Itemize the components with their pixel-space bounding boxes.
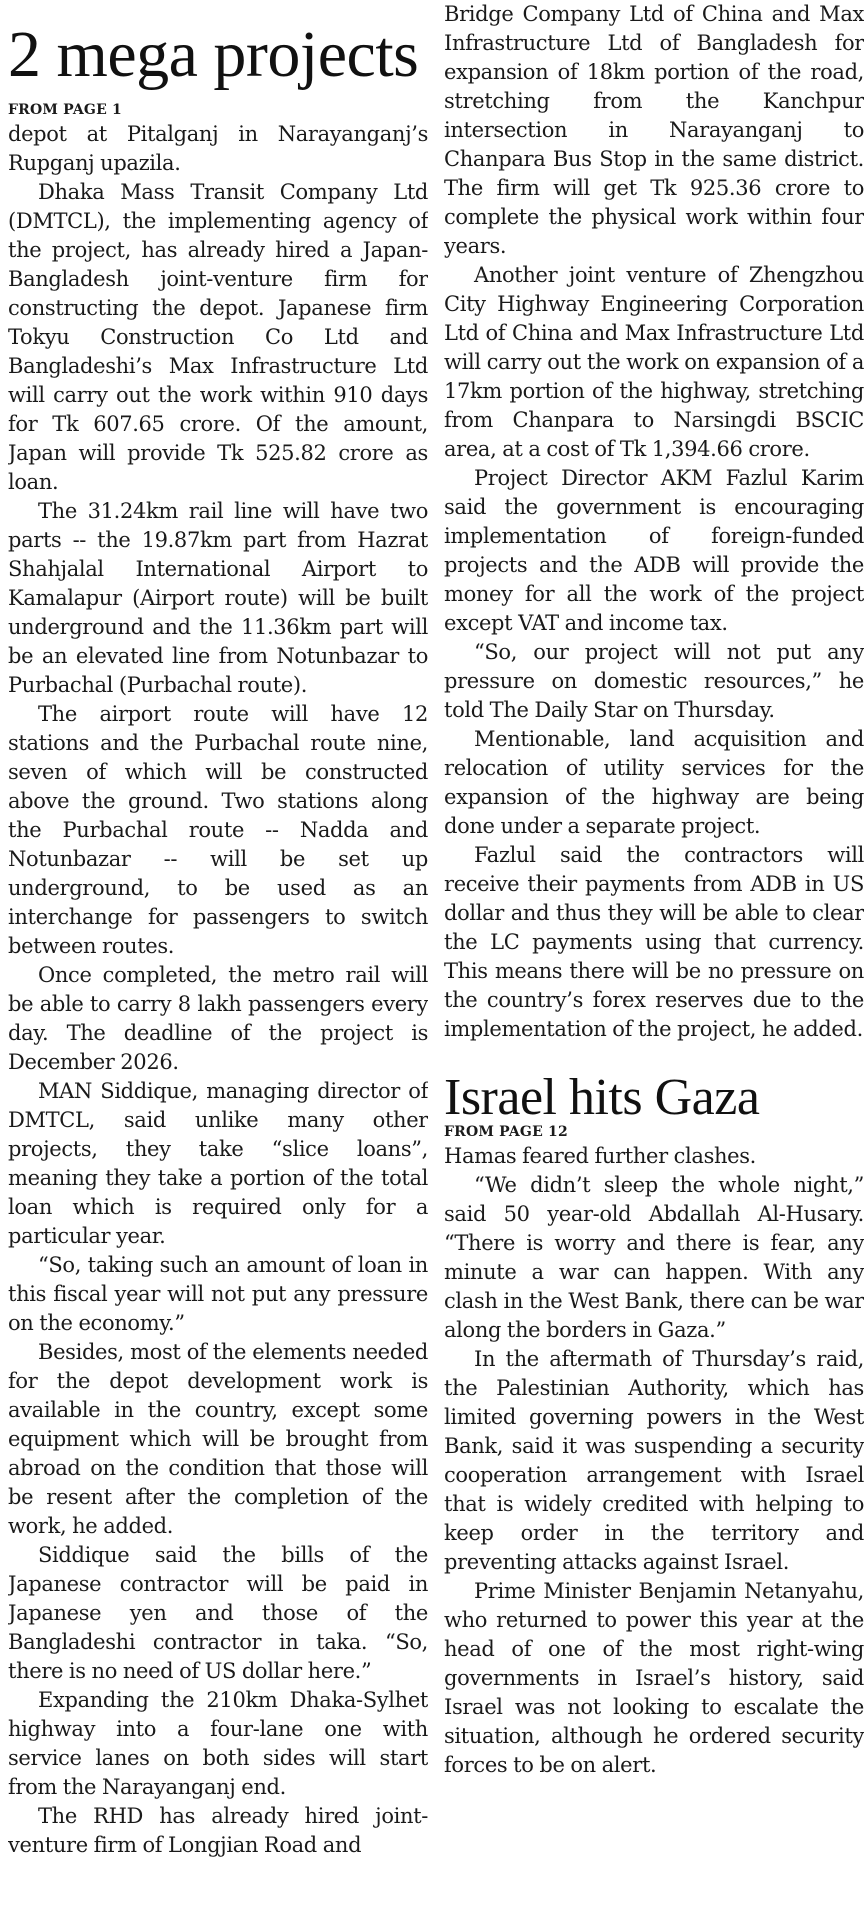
paragraph: Siddique said the bills of the Japanese contractor will be paid in Japanese yen and those of the Bangladeshi contractor in taka. “So, there is no need of US dollar here.” — [8, 1543, 428, 1683]
paragraph: The airport route will have 12 stations and the Purbachal route nine, seven of which will be constructed above the ground. Two stations along the Purbachal route -- Nadda and Notunbazar -- will be set up underground, to be used as an interchange for passengers to switch between routes. — [8, 702, 428, 958]
article-body-left — [8, 120, 428, 1860]
article-headline-israel-hits-gaza: Israel hits Gaza — [444, 1069, 760, 1126]
article-body-gaza — [444, 1142, 864, 1780]
paragraph: depot at Pitalganj in Narayanganj’s Rupganj upazila. — [8, 122, 428, 175]
right-column — [444, 0, 864, 1924]
left-column — [8, 0, 428, 1924]
paragraph: “So, taking such an amount of loan in this fiscal year will not put any pressure on the economy.” — [8, 1253, 428, 1335]
paragraph: In the aftermath of Thursday’s raid, the Palestinian Authority, which has limited governing powers in the West Bank, said it was suspending a security cooperation arrangement with Israel that is widely credited with helping to keep order in the territory and preventing attacks against Israel. — [444, 1347, 864, 1574]
paragraph: Project Director AKM Fazlul Karim said the government is encouraging implementation of foreign-funded projects and the ADB will provide the money for all the work of the project except VAT and income tax. — [444, 466, 864, 635]
paragraph: Besides, most of the elements needed for the depot development work is available in the country, except some equipment which will be brought from abroad on the condition that those will be resent after the completion of the work, he added. — [8, 1340, 428, 1538]
paragraph: The 31.24km rail line will have two parts -- the 19.87km part from Hazrat Shahjalal International Airport to Kamalapur (Airport route) will be built underground and the 11.36km part will be an elevated line from Notunbazar to Purbachal (Purbachal route). — [8, 499, 428, 697]
paragraph: “So, our project will not put any pressure on domestic resources,” he told The Daily Star on Thursday. — [444, 640, 864, 722]
paragraph: Once completed, the metro rail will be able to carry 8 lakh passengers every day. The deadline of the project is December 2026. — [8, 963, 428, 1074]
paragraph: Expanding the 210km Dhaka-Sylhet highway into a four-lane one with service lanes on both sides will start from the Narayanganj end. — [8, 1688, 428, 1799]
paragraph: Hamas feared further clashes. — [444, 1144, 756, 1168]
paragraph: Dhaka Mass Transit Company Ltd (DMTCL), the implementing agency of the project, has already hired a Japan-Bangladesh joint-venture firm for constructing the depot. Japanese firm Tokyu Construction Co Ltd and Bangladeshi’s Max Infrastructure Ltd will carry out the work within 910 days for Tk 607.65 crore. Of the amount, Japan will provide Tk 525.82 crore as loan. — [8, 180, 428, 494]
paragraph: Bridge Company Ltd of China and Max Infrastructure Ltd of Bangladesh for expansion of 18km portion of the road, stretching from the Kanchpur intersection in Narayanganj to Chanpara Bus Stop in the same district. The firm will get Tk 925.36 crore to complete the physical work within four years. — [444, 2, 864, 258]
article-body-right — [444, 0, 864, 1044]
paragraph: Fazlul said the contractors will receive their payments from ADB in US dollar and thus they will be able to clear the LC payments using that currency. This means there will be no pressure on the country’s forex reserves due to the implementation of the project, he added. — [444, 843, 864, 1041]
continuation-label: FROM PAGE 12 — [444, 1124, 568, 1140]
paragraph: “We didn’t sleep the whole night,” said 50 year-old Abdallah Al-Husary. “There is worry and there is fear, any minute a war can happen. With any clash in the West Bank, there can be war along the borders in Gaza.” — [444, 1173, 864, 1342]
paragraph: Another joint venture of Zhengzhou City Highway Engineering Corporation Ltd of China and Max Infrastructure Ltd will carry out the work on expansion of a 17km portion of the highway, stretching from Chanpara to Narsingdi BSCIC area, at a cost of Tk 1,394.66 crore. — [444, 263, 864, 461]
paragraph: The RHD has already hired joint-venture firm of Longjian Road and — [8, 1804, 428, 1857]
continuation-label: FROM PAGE 1 — [8, 102, 122, 118]
paragraph: Prime Minister Benjamin Netanyahu, who returned to power this year at the head of one of the most right-wing governments in Israel’s history, said Israel was not looking to escalate the situation, although he ordered security forces to be on alert. — [444, 1579, 864, 1777]
paragraph: MAN Siddique, managing director of DMTCL, said unlike many other projects, they take “slice loans”, meaning they take a portion of the total loan which is required only for a particular year. — [8, 1079, 428, 1248]
article-headline-mega-projects: 2 mega projects — [8, 18, 419, 91]
paragraph: Mentionable, land acquisition and relocation of utility services for the expansion of the highway are being done under a separate project. — [444, 727, 864, 838]
